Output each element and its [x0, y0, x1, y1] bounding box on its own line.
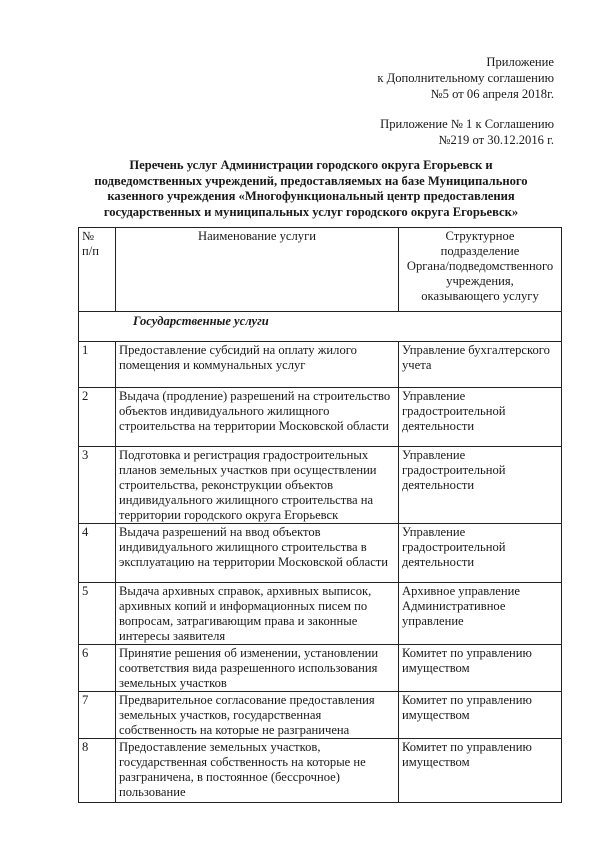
row-department: Комитет по управлению имуществом: [399, 739, 562, 803]
title-line: подведомственных учреждений, предоставляемых на базе Муниципального: [94, 173, 528, 188]
table-row: [79, 447, 562, 524]
row-number: 1: [79, 342, 116, 388]
row-service-name: Выдача разрешений на ввод объектов индивидуального жилищного строительства в эксплуатацию на территории Московской области: [116, 524, 399, 583]
row-department: Управление градостроительной деятельности: [399, 388, 562, 447]
annex-line: №219 от 30.12.2016 г.: [438, 133, 554, 147]
document-title: [86, 158, 536, 220]
table-row: [79, 342, 562, 388]
row-number: 8: [79, 739, 116, 803]
header-department-line: учреждения,: [446, 274, 514, 288]
row-department: Управление градостроительной деятельности: [399, 447, 562, 524]
table-row: [79, 524, 562, 583]
row-service-name: Предоставление земельных участков, государственная собственность на которые не разграничена, в постоянное (бессрочное) пользование: [116, 739, 399, 803]
row-number: 7: [79, 692, 116, 739]
annex-block-1: [377, 54, 554, 102]
table-row: [79, 645, 562, 692]
table-row: [79, 388, 562, 447]
annex-line: Приложение: [486, 55, 554, 69]
row-number: 2: [79, 388, 116, 447]
row-number: 5: [79, 583, 116, 645]
row-department: Комитет по управлению имуществом: [399, 645, 562, 692]
header-department-line: Структурное: [445, 229, 515, 243]
row-department: Комитет по управлению имуществом: [399, 692, 562, 739]
table-row: [79, 739, 562, 803]
header-service-name: Наименование услуги: [116, 228, 399, 312]
annex-line: Приложение № 1 к Соглашению: [380, 117, 554, 131]
header-department-line: Органа/подведомственного: [406, 259, 554, 273]
table-row: [79, 692, 562, 739]
header-department: [399, 228, 562, 312]
annex-block-2: [380, 116, 554, 148]
header-department-line: оказывающего услугу: [421, 289, 539, 303]
row-service-name: Предварительное согласование предоставления земельных участков, государственная собственность на которые не разграничена: [116, 692, 399, 739]
annex-line: №5 от 06 апреля 2018г.: [430, 87, 554, 101]
row-department: Управление градостроительной деятельности: [399, 524, 562, 583]
row-service-name: Выдача архивных справок, архивных выписок, архивных копий и информационных писем по вопросам, затрагивающим права и законные интересы заявителя: [116, 583, 399, 645]
row-number: 6: [79, 645, 116, 692]
title-line: Перечень услуг Администрации городского округа Егорьевск и: [129, 158, 493, 172]
title-line: государственных и муниципальных услуг городского округа Егорьевск»: [103, 204, 519, 219]
row-number: 4: [79, 524, 116, 583]
row-service-name: Выдача (продление) разрешений на строительство объектов индивидуального жилищного строительства на территории Московской области: [116, 388, 399, 447]
row-number: 3: [79, 447, 116, 524]
header-number: [79, 228, 116, 312]
row-service-name: Подготовка и регистрация градостроительных планов земельных участков при осуществлении строительства, реконструкции объектов индивидуального жилищного строительства на территории городского округа Егорьевск: [116, 447, 399, 524]
row-department: Архивное управление Административное управление: [399, 583, 562, 645]
row-service-name: Предоставление субсидий на оплату жилого помещения и коммунальных услуг: [116, 342, 399, 388]
title-line: казенного учреждения «Многофункциональный центр предоставления: [107, 189, 515, 204]
row-service-name: Принятие решения об изменении, установлении соответствия вида разрешенного использования земельных участков: [116, 645, 399, 692]
row-department: Управление бухгалтерского учета: [399, 342, 562, 388]
services-table: [78, 227, 562, 803]
annex-line: к Дополнительному соглашению: [377, 71, 554, 85]
table-row: [79, 583, 562, 645]
section-title: Государственные услуги: [79, 312, 562, 342]
table-header-row: [79, 228, 562, 312]
section-row: [79, 312, 562, 342]
header-department-line: подразделение: [440, 244, 520, 258]
header-number-line: п/п: [82, 244, 99, 258]
header-number-line: №: [82, 229, 95, 243]
